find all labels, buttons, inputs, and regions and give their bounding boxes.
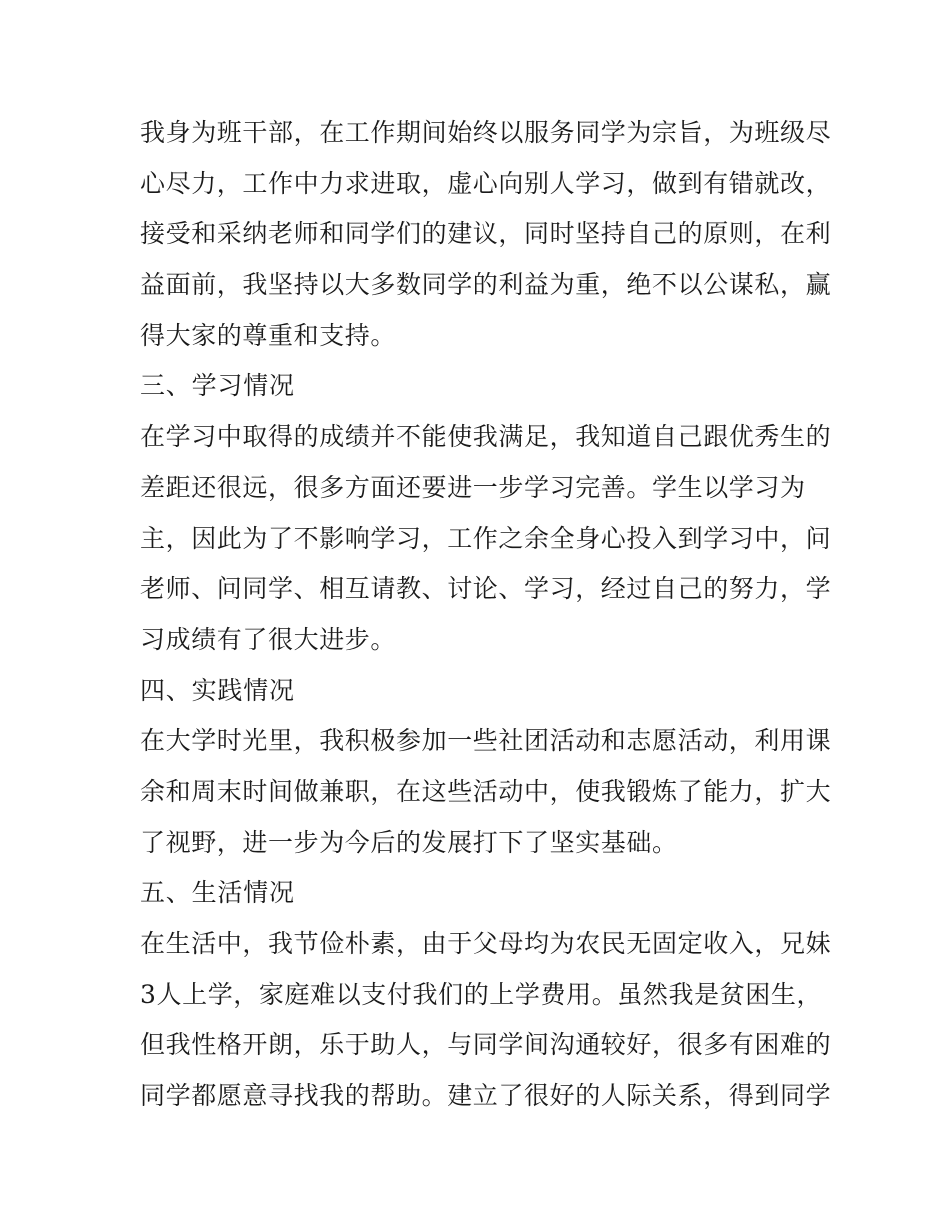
section-heading-study: 三、学习情况 <box>140 371 295 401</box>
paragraph-line: 老师、问同学、相互请教、讨论、学习，经过自己的努力，学 <box>140 574 832 604</box>
paragraph-line: 益面前，我坚持以大多数同学的利益为重，绝不以公谋私，赢 <box>140 270 832 300</box>
paragraph-line: 差距还很远，很多方面还要进一步学习完善。学生以学习为 <box>140 472 806 502</box>
paragraph-line: 接受和采纳老师和同学们的建议，同时坚持自己的原则，在利 <box>140 219 832 249</box>
document-body <box>140 108 832 1122</box>
paragraph-line: 在大学时光里，我积极参加一些社团活动和志愿活动，利用课 <box>140 726 832 756</box>
paragraph-line: 同学都愿意寻找我的帮助。建立了很好的人际关系，得到同学 <box>140 1081 832 1111</box>
paragraph-line: 在学习中取得的成绩并不能使我满足，我知道自己跟优秀生的 <box>140 422 832 452</box>
paragraph-line: 我身为班干部，在工作期间始终以服务同学为宗旨，为班级尽 <box>140 118 832 147</box>
section-heading-practice: 四、实践情况 <box>140 675 295 705</box>
paragraph-line: 了视野，进一步为今后的发展打下了坚实基础。 <box>140 827 678 857</box>
paragraph-line: 主，因此为了不影响学习，工作之余全身心投入到学习中，问 <box>140 523 832 553</box>
paragraph-line: 3人上学，家庭难以支付我们的上学费用。虽然我是贫困生， <box>140 979 823 1009</box>
paragraph-line: 余和周末时间做兼职，在这些活动中，使我锻炼了能力，扩大 <box>140 776 832 806</box>
section-heading-life: 五、生活情况 <box>140 878 295 908</box>
paragraph-line: 在生活中，我节俭朴素，由于父母均为农民无固定收入，兄妹 <box>140 929 832 958</box>
paragraph-line: 习成绩有了很大进步。 <box>140 624 397 654</box>
paragraph-line: 心尽力，工作中力求进取，虚心向别人学习，做到有错就改， <box>140 168 832 198</box>
paragraph-line: 得大家的尊重和支持。 <box>140 320 397 350</box>
paragraph-line: 但我性格开朗，乐于助人，与同学间沟通较好，很多有困难的 <box>140 1030 832 1060</box>
